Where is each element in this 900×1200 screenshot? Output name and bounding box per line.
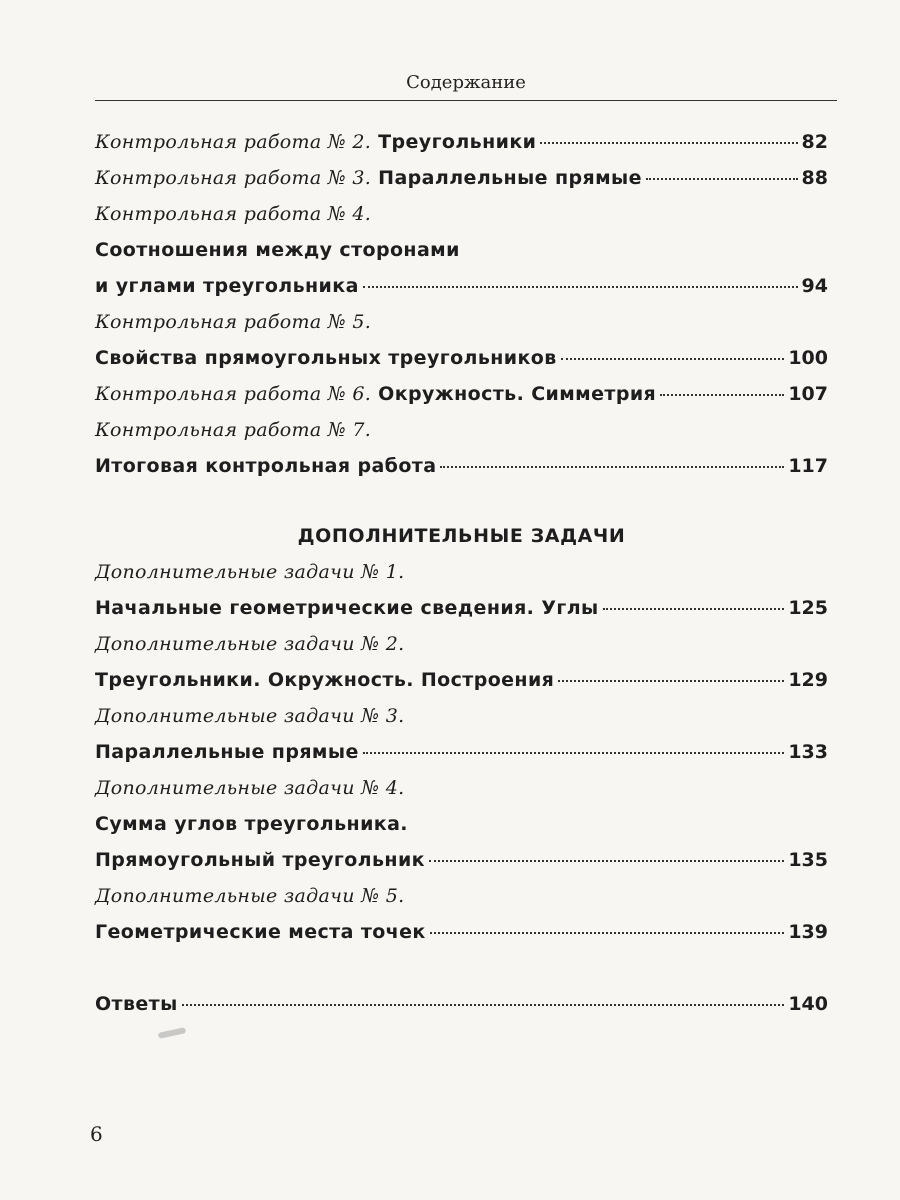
entry-label: Дополнительные задачи № 2. <box>95 633 405 655</box>
dot-leader <box>561 358 785 360</box>
toc-entry-test-7[interactable] <box>95 448 828 484</box>
toc-entry-test-5[interactable] <box>95 340 828 376</box>
toc-entry-test-3[interactable] <box>95 160 828 196</box>
dot-leader <box>558 680 784 682</box>
section-heading-extra-problems: ДОПОЛНИТЕЛЬНЫЕ ЗАДАЧИ <box>297 525 626 547</box>
toc-title-line-extra-4 <box>95 806 828 842</box>
toc-entry-extra-5[interactable] <box>95 914 828 950</box>
entry-title: Свойства прямоугольных треугольников <box>95 347 557 369</box>
entry-page: 100 <box>788 347 828 369</box>
toc-label-extra-5 <box>95 878 828 914</box>
entry-title: Ответы <box>95 993 178 1015</box>
entry-page: 139 <box>788 921 828 943</box>
toc-label-extra-2 <box>95 626 828 662</box>
entry-title: Окружность. Симметрия <box>371 383 657 405</box>
entry-title-line1: Сумма углов треугольника. <box>95 813 408 835</box>
entry-title-line1: Соотношения между сторонами <box>95 239 460 261</box>
dot-leader <box>430 932 785 934</box>
table-of-contents <box>95 124 828 1022</box>
toc-entry-extra-3[interactable] <box>95 734 828 770</box>
toc-entry-extra-4[interactable] <box>95 842 828 878</box>
toc-entry-test-6[interactable] <box>95 376 828 412</box>
entry-title: Треугольники. Окружность. Построения <box>95 669 555 691</box>
toc-title-line-test-4 <box>95 232 828 268</box>
entry-title-line2: Прямоугольный треугольник <box>95 849 425 871</box>
toc-label-extra-1 <box>95 554 828 590</box>
entry-page: 82 <box>801 131 828 153</box>
toc-label-extra-3 <box>95 698 828 734</box>
entry-title: Итоговая контрольная работа <box>95 455 437 477</box>
toc-entry-test-2[interactable] <box>95 124 828 160</box>
dot-leader <box>540 142 797 144</box>
entry-title-line2: и углами треугольника <box>95 275 359 297</box>
header-rule <box>95 100 837 101</box>
ink-smudge <box>158 1027 187 1039</box>
entry-title: Параллельные прямые <box>95 741 359 763</box>
entry-page: 125 <box>788 597 828 619</box>
entry-page: 94 <box>801 275 828 297</box>
toc-entry-extra-1[interactable] <box>95 590 828 626</box>
entry-label: Контрольная работа № 6. <box>95 383 372 405</box>
toc-label-extra-4 <box>95 770 828 806</box>
entry-label: Дополнительные задачи № 3. <box>95 705 405 727</box>
entry-page: 107 <box>788 383 828 405</box>
toc-label-test-5 <box>95 304 828 340</box>
entry-page: 133 <box>788 741 828 763</box>
toc-entry-answers[interactable] <box>95 986 828 1022</box>
entry-label: Контрольная работа № 3. <box>95 167 372 189</box>
entry-title: Геометрические места точек <box>95 921 426 943</box>
entry-label: Дополнительные задачи № 4. <box>95 777 405 799</box>
entry-title: Треугольники <box>371 131 537 153</box>
running-head-title: Содержание <box>406 72 526 93</box>
entry-title: Начальные геометрические сведения. Углы <box>95 597 599 619</box>
entry-label: Контрольная работа № 2. <box>95 131 372 153</box>
dot-leader <box>363 286 798 288</box>
toc-label-test-7 <box>95 412 828 448</box>
entry-label: Контрольная работа № 5. <box>95 311 372 333</box>
dot-leader <box>182 1004 785 1006</box>
entry-page: 88 <box>801 167 828 189</box>
toc-entry-extra-2[interactable] <box>95 662 828 698</box>
dot-leader <box>440 466 784 468</box>
entry-page: 117 <box>788 455 828 477</box>
toc-label-test-4 <box>95 196 828 232</box>
entry-page: 135 <box>788 849 828 871</box>
entry-label: Дополнительные задачи № 1. <box>95 561 405 583</box>
dot-leader <box>660 394 784 396</box>
entry-label: Контрольная работа № 4. <box>95 203 372 225</box>
page-number: 6 <box>90 1122 103 1146</box>
entry-label: Контрольная работа № 7. <box>95 419 372 441</box>
dot-leader <box>646 178 798 180</box>
entry-label: Дополнительные задачи № 5. <box>95 885 405 907</box>
entry-title: Параллельные прямые <box>371 167 642 189</box>
toc-entry-test-4[interactable] <box>95 268 828 304</box>
entry-page: 140 <box>788 993 828 1015</box>
dot-leader <box>603 608 785 610</box>
entry-page: 129 <box>788 669 828 691</box>
dot-leader <box>363 752 785 754</box>
dot-leader <box>429 860 784 862</box>
